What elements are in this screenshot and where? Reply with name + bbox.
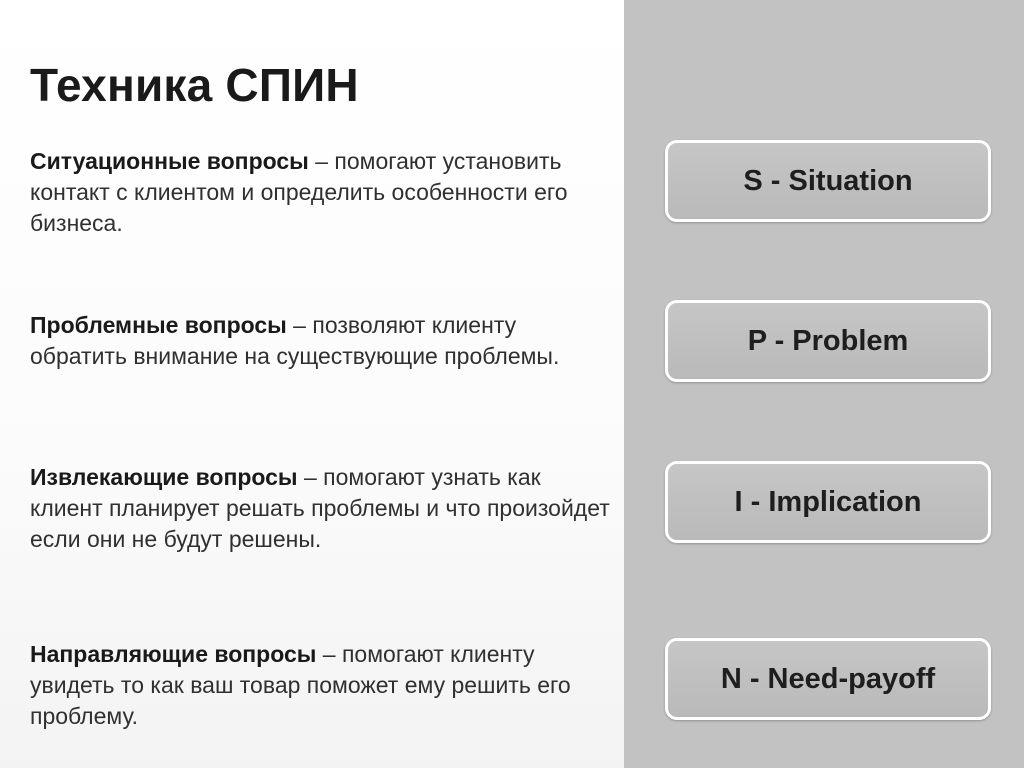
description-problem — [30, 310, 615, 372]
description-text-problem: – позволяют клиенту обратить внимание на существующие проблемы. — [30, 312, 560, 369]
slide-title: Техника СПИН — [30, 59, 359, 111]
description-implication — [30, 462, 615, 555]
spin-box-label-situation: S - Situation — [743, 164, 913, 197]
description-text-need-payoff: – помогают клиенту увидеть то как ваш товар поможет ему решить его проблему. — [30, 641, 571, 729]
spin-box-implication — [665, 461, 991, 543]
description-need-payoff — [30, 639, 615, 732]
description-text-implication: – помогают узнать как клиент планирует решать проблемы и что произойдет если они не будут решены. — [30, 464, 610, 552]
spin-box-need-payoff — [665, 638, 991, 720]
term-problem: Проблемные вопросы — [30, 312, 287, 338]
term-implication: Извлекающие вопросы — [30, 464, 298, 490]
spin-box-problem — [665, 300, 991, 382]
description-text-situation: – помогают установить контакт с клиентом и определить особенности его бизнеса. — [30, 148, 568, 236]
spin-box-situation — [665, 140, 991, 222]
spin-box-label-need-payoff: N - Need-payoff — [720, 662, 936, 695]
description-situation — [30, 146, 615, 239]
term-need-payoff: Направляющие вопросы — [30, 641, 317, 667]
spin-box-label-implication: I - Implication — [734, 485, 922, 518]
term-situation: Ситуационные вопросы — [30, 148, 309, 174]
spin-box-label-problem: P - Problem — [747, 324, 909, 357]
